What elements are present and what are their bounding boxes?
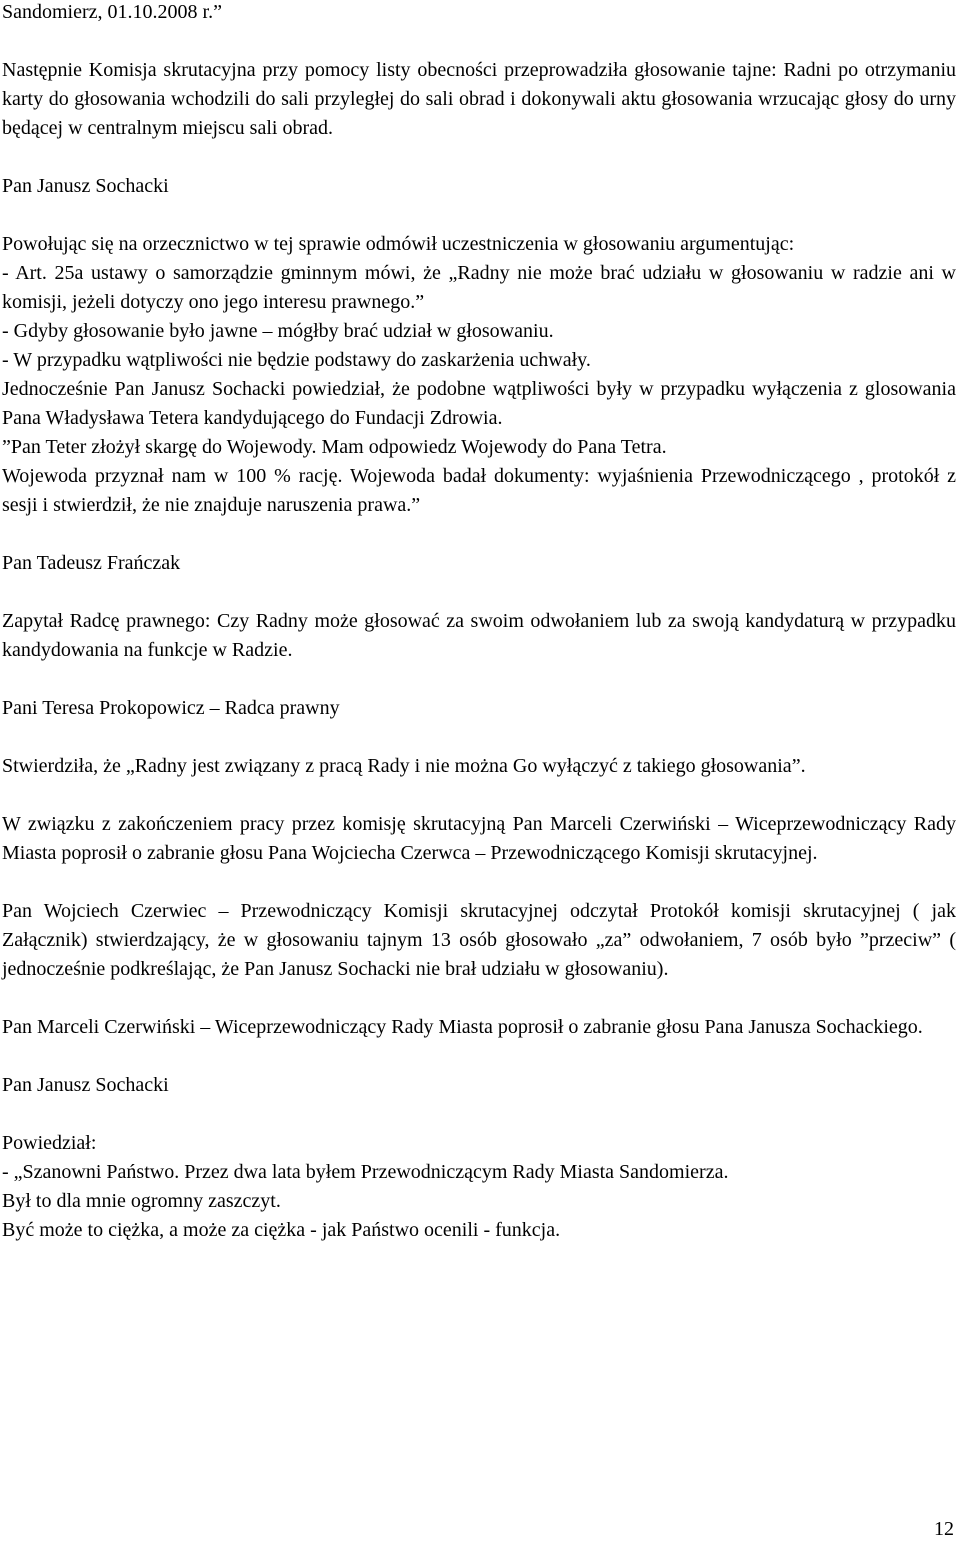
speaker-heading: Pan Janusz Sochacki bbox=[2, 1074, 169, 1096]
page-number: 12 bbox=[934, 1518, 954, 1540]
header-line: Sandomierz, 01.10.2008 r.” bbox=[2, 1, 222, 23]
paragraph-request: Pan Marceli Czerwiński – Wiceprzewodniczący Rady Miasta poprosił o zabranie głosu Pana Janusza Sochackiego. bbox=[2, 1016, 923, 1038]
document-page bbox=[2, 0, 956, 1245]
paragraph-line: - W przypadku wątpliwości nie będzie podstawy do zaskarżenia uchwały. bbox=[2, 349, 591, 371]
speaker-heading: Pan Janusz Sochacki bbox=[2, 175, 169, 197]
paragraph-refusal: Powołując się na orzecznictwo w tej sprawie odmówił uczestniczenia w głosowaniu argumentując: bbox=[2, 233, 795, 255]
paragraph-question: Zapytał Radcę prawnego: Czy Radny może głosować za swoim odwołaniem lub za swoją kandydaturą w przypadku kandydowania na funkcje w Radzie. bbox=[2, 610, 956, 661]
paragraph-line: ”Pan Teter złożył skargę do Wojewody. Mam odpowiedz Wojewody do Pana Tetra. bbox=[2, 436, 667, 458]
paragraph-intro: Powiedział: bbox=[2, 1132, 97, 1154]
paragraph-line: - Gdyby głosowanie było jawne – mógłby brać udział w głosowaniu. bbox=[2, 320, 554, 342]
paragraph-protocol: Pan Wojciech Czerwiec – Przewodniczący Komisji skrutacyjnej odczytał Protokół komisji skrutacyjnej ( jak Załącznik) stwierdzający, że w głosowaniu tajnym 13 osób głosowało „za” odwołaniem, 7 osób było ”przeciw” ( jednocześnie podkreślając, że Pan Janusz Sochacki nie brał udziału w głosowaniu). bbox=[2, 900, 956, 980]
paragraph-line: Wojewoda przyznał nam w 100 % rację. Wojewoda badał dokumenty: wyjaśnienia Przewodniczącego , protokół z sesji i stwierdził, że nie znajduje naruszenia prawa.” bbox=[2, 465, 956, 516]
paragraph-line: - Art. 25a ustawy o samorządzie gminnym mówi, że „Radny nie może brać udziału w głosowaniu w radzie ani w komisji, jeżeli dotyczy ono jego interesu prawnego.” bbox=[2, 262, 956, 313]
paragraph-line: - „Szanowni Państwo. Przez dwa lata byłem Przewodniczącym Rady Miasta Sandomierza. bbox=[2, 1161, 729, 1183]
speaker-heading: Pani Teresa Prokopowicz – Radca prawny bbox=[2, 697, 340, 719]
paragraph-statement: Stwierdziła, że „Radny jest związany z pracą Rady i nie można Go wyłączyć z takiego głosowania”. bbox=[2, 755, 806, 777]
speaker-heading: Pan Tadeusz Frańczak bbox=[2, 552, 181, 574]
paragraph-commission-end: W związku z zakończeniem pracy przez komisję skrutacyjną Pan Marceli Czerwiński – Wiceprzewodniczący Rady Miasta poprosił o zabranie głosu Pana Wojciecha Czerwca – Przewodniczącego Komisji skrutacyjnej. bbox=[2, 813, 956, 864]
paragraph-line: Być może to ciężka, a może za ciężka - jak Państwo ocenili - funkcja. bbox=[2, 1219, 561, 1241]
paragraph-voting: Następnie Komisja skrutacyjna przy pomocy listy obecności przeprowadziła głosowanie tajne: Radni po otrzymaniu karty do głosowania wchodzili do sali przyległej do sali obrad i dokonywali aktu głosowania wrzucając głosy do urny będącej w centralnym miejscu sali obrad. bbox=[2, 59, 956, 139]
paragraph-line: Był to dla mnie ogromny zaszczyt. bbox=[2, 1190, 281, 1212]
paragraph-line: Jednocześnie Pan Janusz Sochacki powiedział, że podobne wątpliwości były w przypadku wyłączenia z glosowania Pana Władysława Tetera kandydującego do Fundacji Zdrowia. bbox=[2, 378, 956, 429]
